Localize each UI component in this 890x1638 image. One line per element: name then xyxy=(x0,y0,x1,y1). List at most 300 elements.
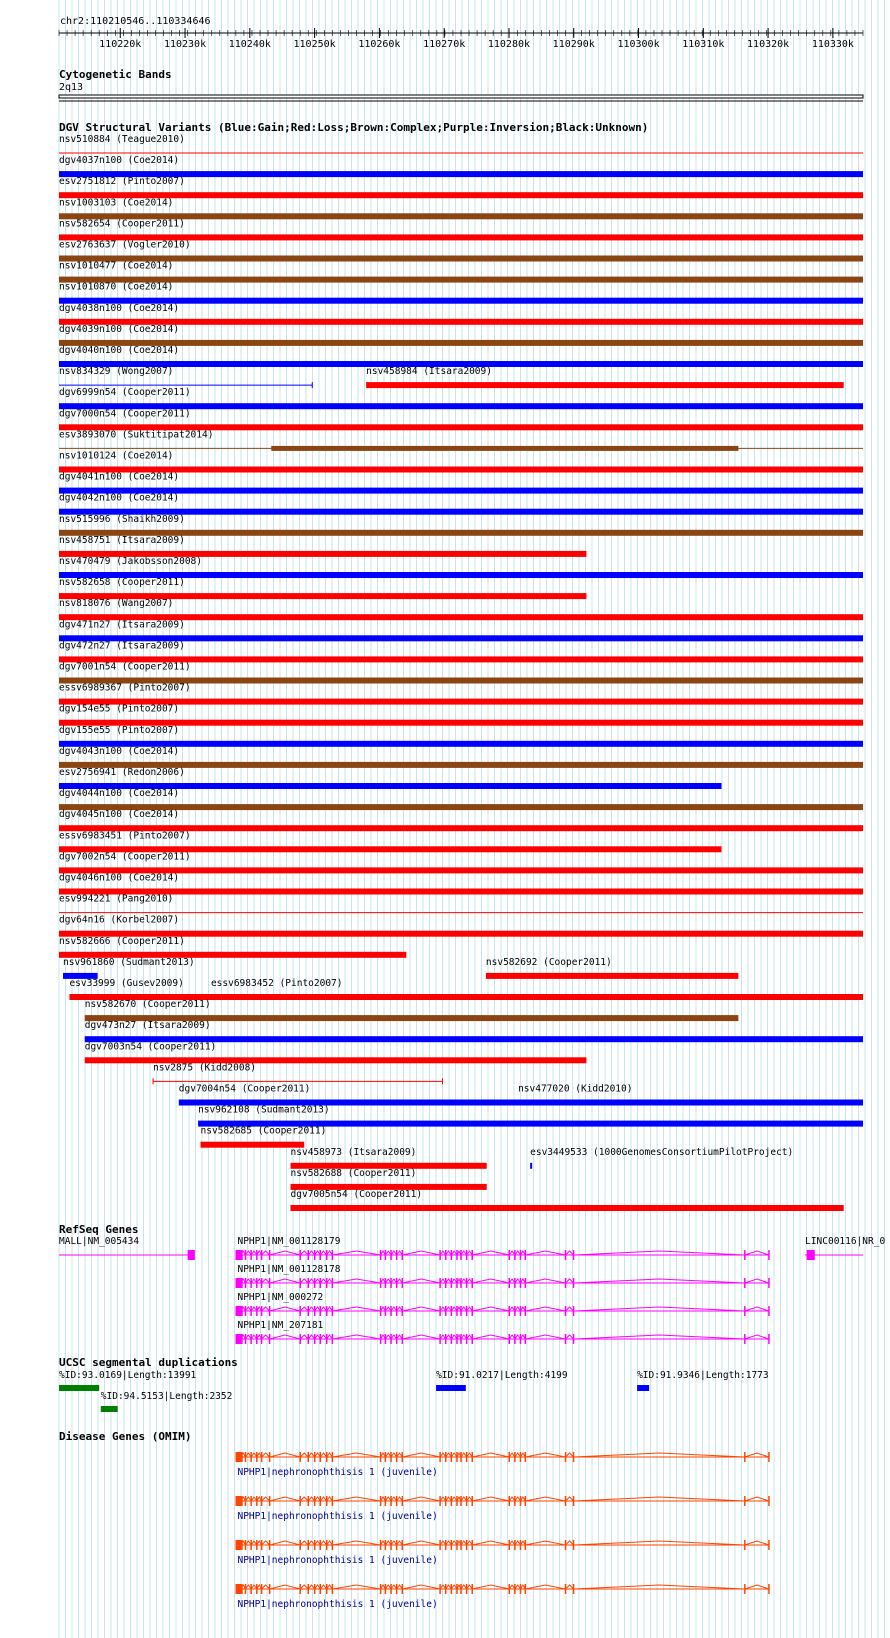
variant-label: dgv4044n100 (Coe2014) xyxy=(59,788,180,800)
omim-intron-chevron xyxy=(525,1453,565,1457)
variant-label: nsv458984 (Itsara2009) xyxy=(366,366,492,378)
omim-gene-label: NPHP1|nephronophthisis 1 (juvenile) xyxy=(237,1599,438,1610)
refseq-intron-chevron xyxy=(461,1279,467,1283)
variant-bar xyxy=(201,1142,305,1148)
variant-bar xyxy=(366,382,844,388)
omim-exon xyxy=(239,1584,243,1594)
variant-label: essv6983452 (Pinto2007) xyxy=(210,978,343,989)
refseq-intron-chevron xyxy=(300,1307,308,1311)
omim-intron-chevron xyxy=(451,1497,457,1501)
omim-intron-chevron xyxy=(451,1541,457,1545)
refseq-intron-chevron xyxy=(246,1307,252,1311)
variant-label: dgv471n27 (Itsara2009) xyxy=(59,619,185,631)
refseq-gene-label: NPHP1|NM_207181 xyxy=(237,1320,324,1331)
variant-label: nsv582654 (Cooper2011) xyxy=(59,218,185,230)
variant-bar xyxy=(59,741,863,747)
refseq-intron-chevron xyxy=(525,1335,565,1339)
refseq-intron-chevron xyxy=(251,1307,257,1311)
refseq-intron-chevron xyxy=(385,1307,391,1311)
segdup-bar xyxy=(59,1385,99,1391)
refseq-intron-chevron xyxy=(467,1307,473,1311)
refseq-intron-chevron xyxy=(246,1251,252,1255)
variant-label: nsv510884 (Teague2010) xyxy=(59,134,185,145)
refseq-intron-chevron xyxy=(574,1251,745,1255)
refseq-exon xyxy=(188,1250,195,1260)
variant-bar xyxy=(59,192,863,198)
refseq-intron-chevron xyxy=(270,1279,301,1283)
variant-label: dgv7003n54 (Cooper2011) xyxy=(84,1041,217,1053)
refseq-intron-chevron xyxy=(262,1307,270,1311)
cytoband-ideogram xyxy=(59,95,863,98)
refseq-intron-chevron xyxy=(327,1279,333,1283)
omim-intron-chevron xyxy=(566,1453,574,1457)
refseq-intron-chevron xyxy=(515,1279,521,1283)
ruler-tick-label: 110330k xyxy=(811,39,854,50)
omim-intron-chevron xyxy=(402,1585,440,1589)
variant-label: dgv7005n54 (Cooper2011) xyxy=(290,1189,423,1200)
refseq-intron-chevron xyxy=(262,1335,270,1339)
omim-intron-chevron xyxy=(402,1497,440,1501)
omim-intron-chevron xyxy=(509,1541,515,1545)
variant-label: esv2751812 (Pinto2007) xyxy=(59,176,185,188)
refseq-intron-chevron xyxy=(332,1251,380,1255)
variant-bar xyxy=(59,467,863,473)
omim-intron-chevron xyxy=(262,1585,270,1589)
omim-intron-chevron xyxy=(251,1497,257,1501)
segdup-label: %ID:93.0169|Length:13991 xyxy=(59,1370,197,1381)
dgv-track xyxy=(59,121,863,1211)
variant-label: dgv4039n100 (Coe2014) xyxy=(59,323,180,335)
variant-label: esv2763637 (Vogler2010) xyxy=(59,239,191,251)
omim-intron-chevron xyxy=(515,1541,521,1545)
omim-intron-chevron xyxy=(402,1453,440,1457)
variant-bar xyxy=(59,488,863,494)
segdup-bar xyxy=(101,1406,118,1412)
omim-intron-chevron xyxy=(262,1541,270,1545)
omim-intron-chevron xyxy=(566,1541,574,1545)
omim-intron-chevron xyxy=(391,1585,397,1589)
refseq-intron-chevron xyxy=(472,1335,509,1339)
omim-intron-chevron xyxy=(320,1585,326,1589)
variant-bar xyxy=(530,1163,532,1169)
omim-intron-chevron xyxy=(397,1453,403,1457)
variant-label: nsv2875 (Kidd2008) xyxy=(153,1062,257,1074)
ruler-tick-label: 110250k xyxy=(293,39,336,50)
omim-intron-chevron xyxy=(472,1541,509,1545)
omim-intron-chevron xyxy=(515,1497,521,1501)
refseq-intron-chevron xyxy=(402,1307,440,1311)
refseq-intron-chevron xyxy=(451,1307,457,1311)
dgv-title: DGV Structural Variants (Blue:Gain;Red:Loss;Brown:Complex;Purple:Inversion;Black:Unknown) xyxy=(59,121,649,134)
refseq-intron-chevron xyxy=(308,1251,314,1255)
omim-intron-chevron xyxy=(440,1541,446,1545)
variant-label: nsv582658 (Cooper2011) xyxy=(59,577,185,589)
omim-exon xyxy=(239,1452,243,1462)
refseq-intron-chevron xyxy=(397,1251,403,1255)
variant-label: dgv4042n100 (Coe2014) xyxy=(59,492,180,504)
variant-label: dgv64n16 (Korbel2007) xyxy=(59,914,180,926)
omim-intron-chevron xyxy=(300,1585,308,1589)
variant-label: dgv4038n100 (Coe2014) xyxy=(59,302,180,314)
omim-intron-chevron xyxy=(251,1453,257,1457)
refseq-intron-chevron xyxy=(315,1251,321,1255)
refseq-intron-chevron xyxy=(308,1279,314,1283)
refseq-intron-chevron xyxy=(574,1279,745,1283)
refseq-intron-chevron xyxy=(270,1251,301,1255)
variant-label: dgv7001n54 (Cooper2011) xyxy=(59,661,191,673)
refseq-intron-chevron xyxy=(246,1279,252,1283)
omim-intron-chevron xyxy=(391,1453,397,1457)
omim-intron-chevron xyxy=(327,1453,333,1457)
cytoband-title: Cytogenetic Bands xyxy=(59,68,172,81)
variant-label: nsv515996 (Shaikh2009) xyxy=(59,513,185,525)
omim-intron-chevron xyxy=(315,1541,321,1545)
refseq-intron-chevron xyxy=(308,1307,314,1311)
omim-intron-chevron xyxy=(332,1497,380,1501)
omim-intron-chevron xyxy=(472,1497,509,1501)
variant-bar xyxy=(59,699,863,705)
omim-intron-chevron xyxy=(461,1497,467,1501)
omim-exon xyxy=(239,1540,243,1550)
refseq-intron-chevron xyxy=(402,1335,440,1339)
refseq-exon xyxy=(239,1306,243,1316)
refseq-intron-chevron xyxy=(745,1335,769,1339)
omim-track xyxy=(59,1430,769,1610)
omim-intron-chevron xyxy=(574,1541,745,1545)
refseq-intron-chevron xyxy=(472,1279,509,1283)
variant-label: nsv477020 (Kidd2010) xyxy=(518,1083,633,1095)
refseq-intron-chevron xyxy=(440,1279,446,1283)
omim-intron-chevron xyxy=(246,1541,252,1545)
omim-intron-chevron xyxy=(300,1541,308,1545)
variant-label: nsv582688 (Cooper2011) xyxy=(290,1167,417,1179)
omim-intron-chevron xyxy=(246,1585,252,1589)
variant-label: nsv1003103 (Coe2014) xyxy=(59,197,174,209)
omim-intron-chevron xyxy=(391,1497,397,1501)
variant-label: esv994221 (Pang2010) xyxy=(59,893,174,905)
segdup-bar xyxy=(436,1385,466,1391)
refseq-intron-chevron xyxy=(397,1307,403,1311)
refseq-intron-chevron xyxy=(515,1307,521,1311)
omim-intron-chevron xyxy=(574,1497,745,1501)
refseq-intron-chevron xyxy=(745,1251,769,1255)
refseq-intron-chevron xyxy=(745,1307,769,1311)
ruler-tick-label: 110280k xyxy=(487,39,531,50)
variant-label: nsv582670 (Cooper2011) xyxy=(84,999,211,1011)
omim-gene-label: NPHP1|nephronophthisis 1 (juvenile) xyxy=(237,1467,438,1478)
omim-intron-chevron xyxy=(509,1497,515,1501)
refseq-intron-chevron xyxy=(270,1335,301,1339)
variant-label: dgv155e55 (Pinto2007) xyxy=(59,724,180,736)
omim-intron-chevron xyxy=(385,1541,391,1545)
variant-bar xyxy=(59,298,863,304)
omim-intron-chevron xyxy=(385,1453,391,1457)
segdup-label: %ID:94.5153|Length:2352 xyxy=(100,1391,233,1402)
omim-intron-chevron xyxy=(315,1497,321,1501)
variant-label: nsv582685 (Cooper2011) xyxy=(200,1125,327,1137)
refseq-intron-chevron xyxy=(251,1251,257,1255)
ruler-tick-label: 110230k xyxy=(163,39,207,50)
omim-intron-chevron xyxy=(461,1541,467,1545)
refseq-intron-chevron xyxy=(397,1279,403,1283)
variant-label: dgv473n27 (Itsara2009) xyxy=(84,1020,211,1032)
cytoband-track xyxy=(59,68,863,101)
refseq-intron-chevron xyxy=(391,1335,397,1339)
refseq-intron-chevron xyxy=(509,1307,515,1311)
variant-bar xyxy=(59,256,863,262)
refseq-intron-chevron xyxy=(566,1279,574,1283)
omim-intron-chevron xyxy=(397,1541,403,1545)
omim-intron-chevron xyxy=(467,1453,473,1457)
ruler-tick-label: 110270k xyxy=(423,39,466,50)
variant-bar xyxy=(271,446,738,451)
omim-intron-chevron xyxy=(262,1453,270,1457)
refseq-intron-chevron xyxy=(509,1279,515,1283)
omim-intron-chevron xyxy=(262,1497,270,1501)
refseq-intron-chevron xyxy=(327,1251,333,1255)
ruler-tick-label: 110240k xyxy=(228,39,271,50)
variant-label: esv33999 (Gusev2009) xyxy=(69,978,184,989)
refseq-intron-chevron xyxy=(446,1335,452,1339)
omim-intron-chevron xyxy=(515,1585,521,1589)
refseq-intron-chevron xyxy=(251,1279,257,1283)
variant-label: dgv4043n100 (Coe2014) xyxy=(59,745,180,757)
omim-intron-chevron xyxy=(472,1585,509,1589)
ruler-tick-label: 110220k xyxy=(99,39,142,50)
refseq-intron-chevron xyxy=(391,1279,397,1283)
refseq-gene-label: NPHP1|NM_001128178 xyxy=(237,1264,341,1275)
variant-label: dgv7000n54 (Cooper2011) xyxy=(59,408,191,420)
omim-intron-chevron xyxy=(574,1453,745,1457)
refseq-gene-label: NPHP1|NM_001128179 xyxy=(237,1236,341,1247)
refseq-intron-chevron xyxy=(385,1335,391,1339)
omim-intron-chevron xyxy=(246,1453,252,1457)
omim-intron-chevron xyxy=(525,1497,565,1501)
refseq-title: RefSeq Genes xyxy=(59,1223,139,1236)
variant-label: nsv834329 (Wong2007) xyxy=(59,366,174,378)
omim-intron-chevron xyxy=(327,1585,333,1589)
refseq-intron-chevron xyxy=(440,1307,446,1311)
refseq-intron-chevron xyxy=(251,1335,257,1339)
refseq-intron-chevron xyxy=(566,1307,574,1311)
omim-exon xyxy=(239,1496,243,1506)
refseq-exon xyxy=(239,1250,243,1260)
refseq-intron-chevron xyxy=(525,1307,565,1311)
omim-intron-chevron xyxy=(308,1497,314,1501)
refseq-intron-chevron xyxy=(515,1251,521,1255)
refseq-intron-chevron xyxy=(461,1307,467,1311)
omim-intron-chevron xyxy=(467,1585,473,1589)
omim-intron-chevron xyxy=(270,1585,301,1589)
refseq-intron-chevron xyxy=(320,1251,326,1255)
variant-label: dgv7004n54 (Cooper2011) xyxy=(178,1083,311,1095)
omim-intron-chevron xyxy=(525,1585,565,1589)
omim-intron-chevron xyxy=(451,1585,457,1589)
refseq-exon xyxy=(239,1334,243,1344)
ruler-tick-label: 110300k xyxy=(617,39,660,50)
refseq-intron-chevron xyxy=(327,1307,333,1311)
refseq-intron-chevron xyxy=(446,1279,452,1283)
refseq-intron-chevron xyxy=(451,1279,457,1283)
refseq-intron-chevron xyxy=(446,1307,452,1311)
omim-intron-chevron xyxy=(574,1585,745,1589)
refseq-intron-chevron xyxy=(745,1279,769,1283)
omim-intron-chevron xyxy=(270,1541,301,1545)
refseq-intron-chevron xyxy=(461,1335,467,1339)
variant-label: esv3893070 (Suktitipat2014) xyxy=(59,429,214,441)
refseq-intron-chevron xyxy=(566,1335,574,1339)
refseq-intron-chevron xyxy=(574,1307,745,1311)
omim-intron-chevron xyxy=(397,1585,403,1589)
refseq-intron-chevron xyxy=(320,1307,326,1311)
variant-label: dgv4045n100 (Coe2014) xyxy=(59,809,180,821)
refseq-intron-chevron xyxy=(515,1335,521,1339)
variant-label: dgv154e55 (Pinto2007) xyxy=(59,703,180,715)
ruler-tick-label: 110320k xyxy=(747,39,790,50)
omim-intron-chevron xyxy=(745,1585,769,1589)
omim-intron-chevron xyxy=(270,1497,301,1501)
variant-label: dgv4037n100 (Coe2014) xyxy=(59,155,180,167)
omim-intron-chevron xyxy=(509,1453,515,1457)
omim-intron-chevron xyxy=(327,1541,333,1545)
omim-intron-chevron xyxy=(251,1541,257,1545)
refseq-intron-chevron xyxy=(308,1335,314,1339)
variant-bar xyxy=(59,804,863,810)
omim-intron-chevron xyxy=(446,1453,452,1457)
variant-label: esv2756941 (Redon2006) xyxy=(59,767,185,778)
omim-intron-chevron xyxy=(320,1497,326,1501)
refseq-intron-chevron xyxy=(315,1335,321,1339)
variant-label: nsv962108 (Sudmant2013) xyxy=(198,1104,330,1116)
refseq-intron-chevron xyxy=(461,1251,467,1255)
refseq-intron-chevron xyxy=(327,1335,333,1339)
refseq-intron-chevron xyxy=(397,1335,403,1339)
omim-intron-chevron xyxy=(332,1541,380,1545)
refseq-intron-chevron xyxy=(440,1251,446,1255)
segdup-title: UCSC segmental duplications xyxy=(59,1356,238,1369)
refseq-intron-chevron xyxy=(451,1335,457,1339)
omim-intron-chevron xyxy=(461,1585,467,1589)
omim-intron-chevron xyxy=(440,1453,446,1457)
ruler xyxy=(59,16,863,50)
variant-label: dgv4041n100 (Coe2014) xyxy=(59,471,180,483)
omim-intron-chevron xyxy=(332,1453,380,1457)
variant-label: essv6983451 (Pinto2007) xyxy=(59,830,191,842)
omim-gene-label: NPHP1|nephronophthisis 1 (juvenile) xyxy=(237,1555,438,1566)
variant-label: nsv582692 (Cooper2011) xyxy=(485,956,612,968)
omim-intron-chevron xyxy=(300,1453,308,1457)
variant-bar xyxy=(291,1205,844,1211)
region-label: chr2:110210546..110334646 xyxy=(60,16,211,27)
variant-label: dgv472n27 (Itsara2009) xyxy=(59,640,185,652)
refseq-exon xyxy=(807,1250,815,1260)
refseq-intron-chevron xyxy=(402,1251,440,1255)
ruler-tick-label: 110310k xyxy=(682,39,725,50)
omim-intron-chevron xyxy=(308,1453,314,1457)
omim-intron-chevron xyxy=(461,1453,467,1457)
refseq-gene-label: LINC00116|NR_0 xyxy=(805,1236,886,1247)
omim-gene-label: NPHP1|nephronophthisis 1 (juvenile) xyxy=(237,1511,438,1522)
omim-intron-chevron xyxy=(467,1497,473,1501)
omim-intron-chevron xyxy=(320,1453,326,1457)
refseq-gene-label: MALL|NM_005434 xyxy=(59,1236,140,1247)
refseq-intron-chevron xyxy=(391,1307,397,1311)
refseq-gene-label: NPHP1|NM_000272 xyxy=(237,1292,324,1303)
omim-title: Disease Genes (OMIM) xyxy=(59,1430,192,1443)
variant-bar xyxy=(59,720,863,726)
omim-intron-chevron xyxy=(315,1585,321,1589)
omim-intron-chevron xyxy=(391,1541,397,1545)
omim-intron-chevron xyxy=(515,1453,521,1457)
variant-bar xyxy=(59,277,863,283)
variant-label: nsv961860 (Sudmant2013) xyxy=(63,956,195,968)
variant-label: nsv582666 (Cooper2011) xyxy=(59,935,185,947)
omim-intron-chevron xyxy=(451,1453,457,1457)
refseq-intron-chevron xyxy=(525,1251,565,1255)
segdup-label: %ID:91.0217|Length:4199 xyxy=(436,1370,568,1381)
segdup-track xyxy=(59,1356,769,1412)
refseq-intron-chevron xyxy=(451,1251,457,1255)
omim-intron-chevron xyxy=(440,1585,446,1589)
omim-intron-chevron xyxy=(467,1541,473,1545)
omim-intron-chevron xyxy=(446,1497,452,1501)
refseq-intron-chevron xyxy=(320,1335,326,1339)
refseq-intron-chevron xyxy=(332,1335,380,1339)
omim-intron-chevron xyxy=(446,1585,452,1589)
refseq-intron-chevron xyxy=(391,1251,397,1255)
omim-intron-chevron xyxy=(509,1585,515,1589)
refseq-intron-chevron xyxy=(320,1279,326,1283)
omim-intron-chevron xyxy=(440,1497,446,1501)
cytoband-band-label: 2q13 xyxy=(59,82,84,93)
omim-intron-chevron xyxy=(397,1497,403,1501)
variant-label: dgv6999n54 (Cooper2011) xyxy=(59,387,191,399)
refseq-intron-chevron xyxy=(332,1279,380,1283)
omim-intron-chevron xyxy=(385,1497,391,1501)
refseq-intron-chevron xyxy=(315,1279,321,1283)
refseq-intron-chevron xyxy=(446,1251,452,1255)
variant-label: nsv470479 (Jakobsson2008) xyxy=(59,556,202,567)
variant-label: dgv7002n54 (Cooper2011) xyxy=(59,851,191,863)
refseq-intron-chevron xyxy=(440,1335,446,1339)
omim-intron-chevron xyxy=(472,1453,509,1457)
refseq-intron-chevron xyxy=(402,1279,440,1283)
refseq-track xyxy=(59,1223,885,1344)
omim-intron-chevron xyxy=(385,1585,391,1589)
variant-label: essv6989367 (Pinto2007) xyxy=(59,682,191,694)
variant-label: nsv1010124 (Coe2014) xyxy=(59,450,174,462)
omim-intron-chevron xyxy=(308,1541,314,1545)
refseq-intron-chevron xyxy=(509,1251,515,1255)
refseq-intron-chevron xyxy=(574,1335,745,1339)
refseq-intron-chevron xyxy=(332,1307,380,1311)
omim-intron-chevron xyxy=(402,1541,440,1545)
variant-bar xyxy=(59,340,863,346)
ruler-tick-label: 110290k xyxy=(552,39,595,50)
variant-label: nsv458973 (Itsara2009) xyxy=(290,1146,417,1158)
omim-intron-chevron xyxy=(327,1497,333,1501)
refseq-intron-chevron xyxy=(300,1279,308,1283)
segdup-bar xyxy=(637,1385,649,1391)
variant-bar xyxy=(59,889,863,895)
segdup-label: %ID:91.9346|Length:1773 xyxy=(637,1370,769,1381)
omim-intron-chevron xyxy=(315,1453,321,1457)
refseq-intron-chevron xyxy=(262,1279,270,1283)
variant-label: nsv1010477 (Coe2014) xyxy=(59,260,174,272)
omim-intron-chevron xyxy=(566,1585,574,1589)
refseq-intron-chevron xyxy=(467,1335,473,1339)
omim-intron-chevron xyxy=(246,1497,252,1501)
